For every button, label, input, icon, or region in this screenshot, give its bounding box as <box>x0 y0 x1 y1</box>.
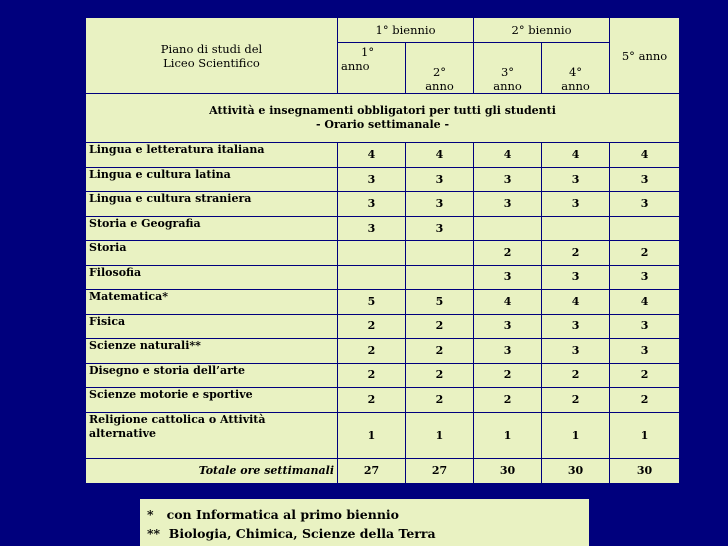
hours-cell: 1 <box>610 412 680 459</box>
hours-cell: 2 <box>542 363 610 387</box>
hours-cell: 4 <box>610 290 680 314</box>
hours-cell: 2 <box>406 363 474 387</box>
hours-cell: 2 <box>338 388 406 412</box>
section-subtitle: - Orario settimanale - <box>315 118 450 132</box>
header-year-1-num: 1° <box>361 45 375 60</box>
hours-cell: 3 <box>474 192 542 216</box>
hours-cell: 2 <box>474 388 542 412</box>
table-row <box>86 339 680 363</box>
hours-cell: 2 <box>474 363 542 387</box>
table-title-line1: Piano di studi del <box>160 41 263 56</box>
hours-cell: 5 <box>338 290 406 314</box>
hours-cell: 3 <box>338 192 406 216</box>
header-year-4 <box>542 43 610 94</box>
subject-name: Storia e Geografia <box>86 216 338 240</box>
hours-cell: 3 <box>406 216 474 240</box>
hours-cell: 3 <box>542 167 610 191</box>
table-title-line2: Liceo Scientifico <box>163 55 260 70</box>
hours-cell: 4 <box>338 143 406 167</box>
header-year-2 <box>406 43 474 94</box>
hours-cell: 3 <box>474 339 542 363</box>
hours-cell: 2 <box>542 388 610 412</box>
hours-cell: 4 <box>474 290 542 314</box>
header-year-1-label: anno <box>341 59 370 74</box>
hours-cell <box>474 216 542 240</box>
hours-cell: 4 <box>542 290 610 314</box>
header-year-3-num: 3° <box>500 65 515 80</box>
hours-cell: 1 <box>474 412 542 459</box>
table-row <box>86 412 680 459</box>
hours-cell <box>406 265 474 289</box>
hours-cell: 3 <box>406 167 474 191</box>
subject-name: Matematica* <box>86 290 338 314</box>
study-plan-table <box>85 17 680 484</box>
header-year-1 <box>338 43 406 94</box>
subject-name: Fisica <box>86 314 338 338</box>
hours-cell: 3 <box>542 265 610 289</box>
hours-cell: 3 <box>542 314 610 338</box>
footnotes-box <box>140 499 589 546</box>
hours-cell: 2 <box>338 363 406 387</box>
total-row <box>86 459 680 484</box>
table-row <box>86 265 680 289</box>
hours-cell <box>542 216 610 240</box>
table-row <box>86 388 680 412</box>
hours-cell <box>338 265 406 289</box>
subject-name: Filosofia <box>86 265 338 289</box>
table-row <box>86 143 680 167</box>
hours-cell: 1 <box>338 412 406 459</box>
hours-cell: 3 <box>542 192 610 216</box>
hours-cell: 2 <box>610 241 680 265</box>
table-row <box>86 363 680 387</box>
hours-cell: 2 <box>406 339 474 363</box>
hours-cell: 4 <box>474 143 542 167</box>
header-year-2-label: anno <box>425 79 454 94</box>
hours-cell: 3 <box>338 216 406 240</box>
hours-cell: 4 <box>610 143 680 167</box>
total-hours-cell: 30 <box>542 459 610 484</box>
hours-cell: 3 <box>406 192 474 216</box>
hours-cell: 2 <box>610 388 680 412</box>
subject-name: Lingua e letteratura italiana <box>86 143 338 167</box>
hours-cell: 3 <box>610 167 680 191</box>
subject-name: Disegno e storia dell’arte <box>86 363 338 387</box>
table-row <box>86 167 680 191</box>
header-year-4-num: 4° <box>568 65 583 80</box>
hours-cell: 3 <box>610 314 680 338</box>
hours-cell: 3 <box>474 314 542 338</box>
table-row <box>86 290 680 314</box>
subject-name: Lingua e cultura latina <box>86 167 338 191</box>
hours-cell: 4 <box>542 143 610 167</box>
total-hours-cell: 30 <box>474 459 542 484</box>
hours-cell <box>406 241 474 265</box>
hours-cell: 3 <box>610 339 680 363</box>
total-hours-cell: 27 <box>338 459 406 484</box>
hours-cell: 3 <box>474 265 542 289</box>
hours-cell: 3 <box>474 167 542 191</box>
section-header <box>86 94 680 143</box>
hours-cell: 2 <box>406 388 474 412</box>
hours-cell: 3 <box>610 192 680 216</box>
hours-cell: 5 <box>406 290 474 314</box>
hours-cell: 2 <box>406 314 474 338</box>
hours-cell: 4 <box>406 143 474 167</box>
header-year-2-num: 2° <box>432 65 447 80</box>
header-year-3-label: anno <box>493 79 522 94</box>
hours-cell: 3 <box>610 265 680 289</box>
hours-cell: 1 <box>406 412 474 459</box>
table-row <box>86 314 680 338</box>
subject-name: Scienze naturali** <box>86 339 338 363</box>
table-row <box>86 241 680 265</box>
hours-cell <box>338 241 406 265</box>
hours-cell: 2 <box>338 339 406 363</box>
total-hours-cell: 27 <box>406 459 474 484</box>
total-label: Totale ore settimanali <box>86 459 338 484</box>
hours-cell: 2 <box>542 241 610 265</box>
hours-cell: 2 <box>610 363 680 387</box>
total-hours-cell: 30 <box>610 459 680 484</box>
subject-name: Scienze motorie e sportive <box>86 388 338 412</box>
header-biennio-1: 1° biennio <box>338 18 474 43</box>
section-title: Attività e insegnamenti obbligatori per tutti gli studenti <box>209 104 556 118</box>
header-quinto-anno: 5° anno <box>610 18 680 94</box>
table-row <box>86 192 680 216</box>
hours-cell: 2 <box>338 314 406 338</box>
hours-cell: 3 <box>542 339 610 363</box>
hours-cell: 3 <box>338 167 406 191</box>
table-title <box>86 18 338 94</box>
hours-cell: 1 <box>542 412 610 459</box>
subject-name: Lingua e cultura straniera <box>86 192 338 216</box>
subject-name: Storia <box>86 241 338 265</box>
table-row <box>86 216 680 240</box>
hours-cell: 2 <box>474 241 542 265</box>
header-year-3 <box>474 43 542 94</box>
footnote-scienze: ** Biologia, Chimica, Scienze della Terra <box>147 526 436 541</box>
hours-cell <box>610 216 680 240</box>
footnote-informatica: * con Informatica al primo biennio <box>147 507 400 522</box>
header-year-4-label: anno <box>561 79 590 94</box>
header-biennio-2: 2° biennio <box>474 18 610 43</box>
subject-name: Religione cattolica o Attività alternative <box>86 412 338 459</box>
